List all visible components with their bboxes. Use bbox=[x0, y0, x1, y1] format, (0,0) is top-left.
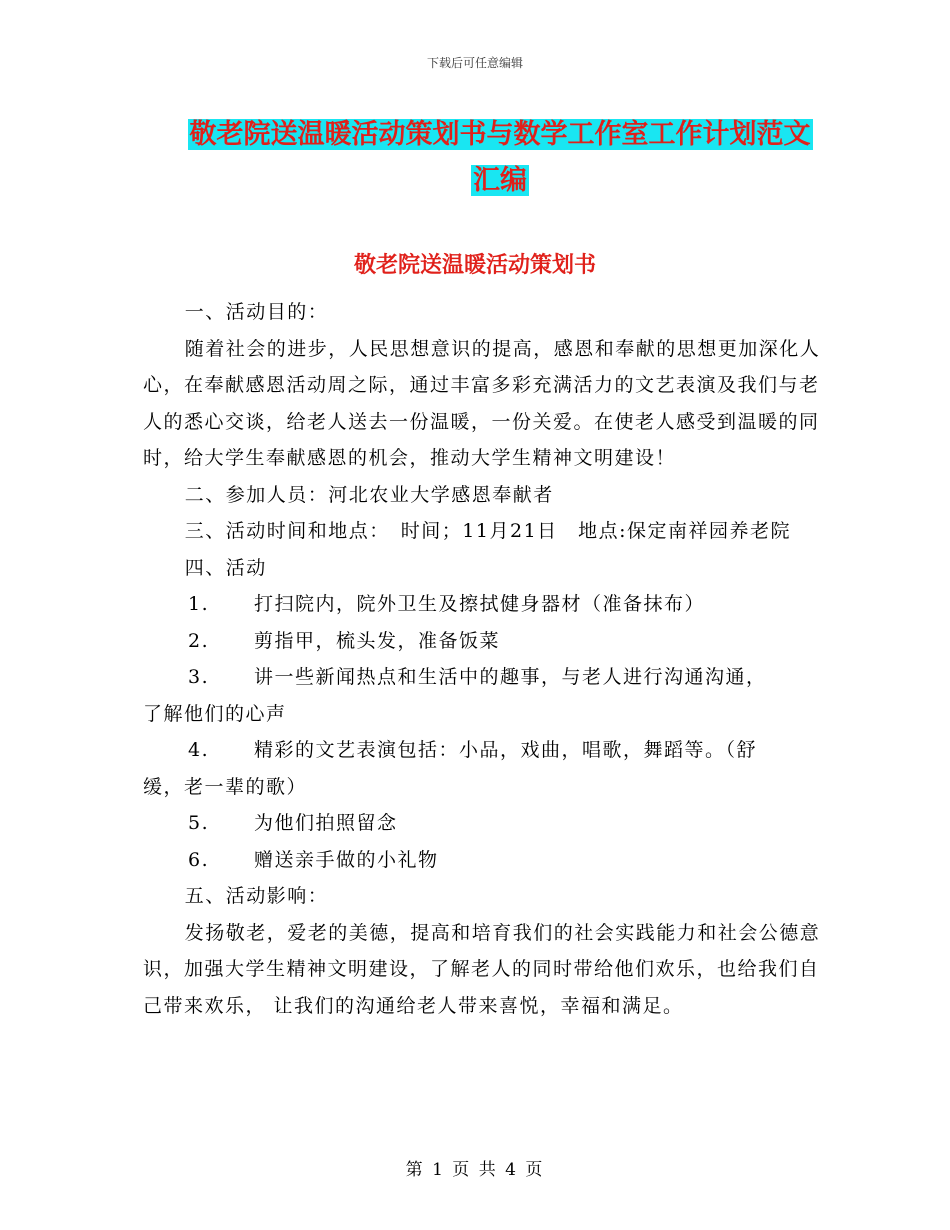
document-title bbox=[150, 112, 850, 204]
activity-item bbox=[143, 842, 823, 879]
section-title: 敬老院送温暖活动策划书 bbox=[353, 253, 596, 278]
activity-item bbox=[143, 586, 823, 623]
activity-item-text: 打扫院内，院外卫生及擦拭健身器材（准备抹布） bbox=[254, 593, 706, 615]
activity-item-text: 剪指甲，梳头发，准备饭菜 bbox=[254, 629, 501, 652]
purpose-heading: 一、活动目的： bbox=[184, 301, 329, 323]
document-body bbox=[143, 294, 823, 1024]
header-note: 下载后可任意编辑 bbox=[426, 56, 523, 70]
activity-item-number: 2. bbox=[188, 629, 210, 652]
activity-item-text: 讲一些新闻热点和生活中的趣事，与老人进行沟通沟通， bbox=[254, 666, 767, 688]
impact-paragraph: 发扬敬老，爱老的美德，提高和培育我们的社会实践能力和社会公德意识，加强大学生精神文明建设，了解老人的同时带给他们欢乐，也给我们自己带来欢乐， 让我们的沟通给老人带来喜悦，幸福和满足。 bbox=[143, 921, 821, 1017]
document-title-line2: 汇编 bbox=[473, 165, 527, 196]
activity-item-text: 为他们拍照留念 bbox=[254, 812, 398, 834]
activity-item bbox=[143, 805, 823, 842]
activity-item-continuation: 缓，老一辈的歌） bbox=[143, 775, 308, 798]
purpose-paragraph: 随着社会的进步，人民思想意识的提高，感恩和奉献的思想更加深化人心，在奉献感恩活动周之际，通过丰富多彩充满活力的文艺表演及我们与老人的悉心交谈，给老人送去一份温暖，一份关爱。在使老人感受到温暖的同时，给大学生奉献感恩的机会，推动大学生精神文明建设！ bbox=[143, 337, 821, 469]
activity-item-number: 6. bbox=[188, 848, 210, 871]
participants-line: 二、参加人员：河北农业大学感恩奉献者 bbox=[184, 483, 554, 506]
page-number: 第 1 页 共 4 页 bbox=[405, 1160, 545, 1180]
activity-item-continuation: 了解他们的心声 bbox=[143, 702, 287, 725]
impact-heading: 五、活动影响： bbox=[184, 885, 329, 907]
activity-item bbox=[143, 623, 823, 660]
document-title-line1: 敬老院送温暖活动策划书与数学工作室工作计划范文 bbox=[189, 119, 811, 150]
activity-item-text: 赠送亲手做的小礼物 bbox=[254, 848, 439, 871]
time-place-line: 三、活动时间和地点： 时间；11月21日 地点:保定南祥园养老院 bbox=[184, 520, 792, 542]
activity-item bbox=[143, 732, 823, 769]
activity-item-text: 精彩的文艺表演包括：小品，戏曲，唱歌，舞蹈等。（舒 bbox=[254, 739, 758, 761]
activity-heading: 四、活动 bbox=[184, 556, 267, 579]
activity-item-number: 4. bbox=[188, 739, 210, 761]
activity-item-number: 5. bbox=[188, 812, 210, 834]
activity-item-number: 3. bbox=[188, 666, 210, 688]
activity-item bbox=[143, 659, 823, 696]
activity-item-number: 1. bbox=[188, 593, 210, 615]
